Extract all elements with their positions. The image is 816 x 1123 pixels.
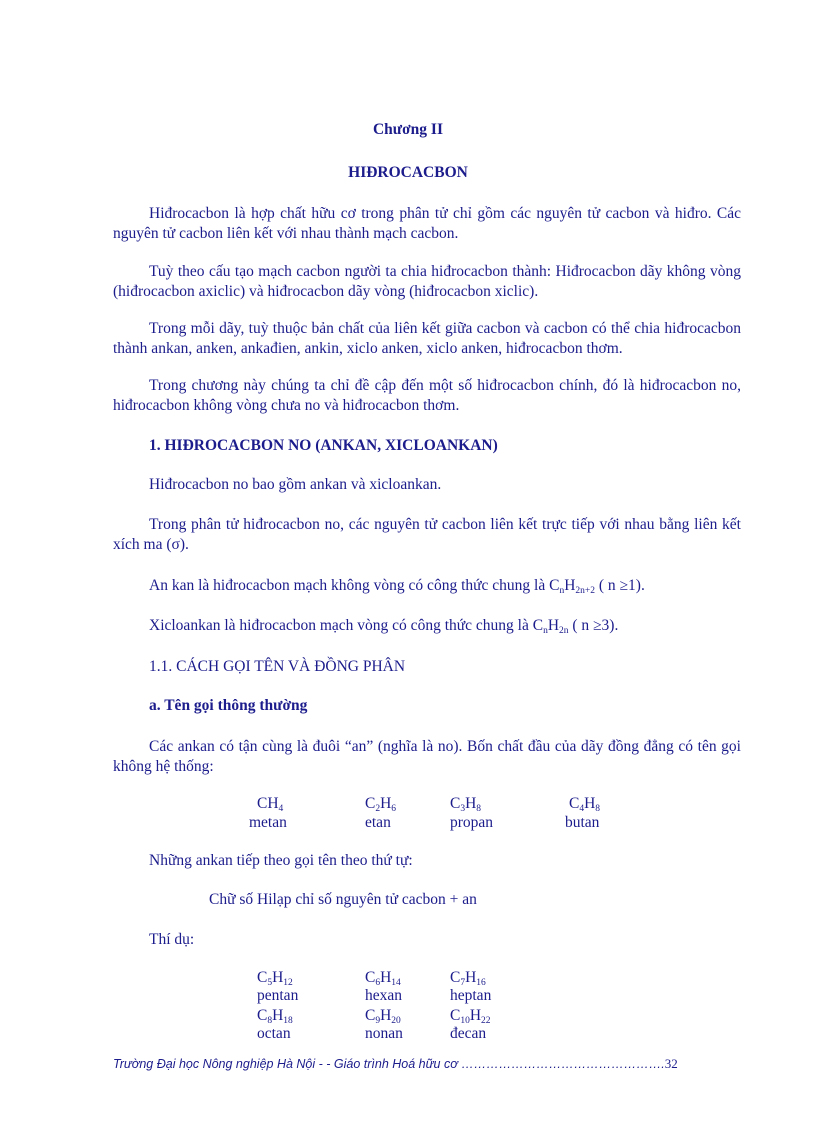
page-number: 32	[664, 1056, 678, 1071]
formula-c6h14: $C_6H_{14}$	[365, 969, 401, 988]
name-nonan: nonan	[365, 1025, 403, 1042]
naming-rule: Chữ số Hilạp chỉ số nguyên tử cacbon + an	[209, 891, 477, 908]
formula-c5h12: $C_5H_{12}$	[257, 969, 293, 988]
formula-c7h16: $C_7H_{16}$	[450, 969, 486, 988]
xicloankan-general-formula: Xicloankan là hiđrocacbon mạch vòng có công thức chung là $C_nH_{2n}$ ( n ≥3).	[149, 617, 619, 636]
footer-text: Trường Đại học Nông nghiệp Hà Nội - - Giáo trình Hoá hữu cơ ………………………………………….	[113, 1057, 665, 1071]
ankan-general-formula: An kan là hiđrocacbon mạch không vòng có công thức chung là $C_nH_{2n+2}$ ( n ≥1).	[149, 577, 645, 596]
name-octan: octan	[257, 1025, 291, 1042]
example-label: Thí dụ:	[149, 931, 195, 948]
paragraph-sigma-bond: Trong phân tử hiđrocacbon no, các nguyên tử cacbon liên kết trực tiếp với nhau bằng liên kết xích ma (σ).	[113, 516, 741, 553]
formula-c8h18: $C_8H_{18}$	[257, 1007, 293, 1026]
name-metan: metan	[249, 814, 287, 831]
subsection-heading: 1.1. CÁCH GỌI TÊN VÀ ĐỒNG PHÂN	[149, 658, 406, 675]
chapter-title: HIĐROCACBON	[348, 164, 468, 181]
formula-c10h22: $C_{10}H_{22}$	[450, 1007, 491, 1026]
chapter-label: Chương II	[372, 121, 443, 138]
formula-c4h8: $C_4H_8$	[569, 795, 601, 814]
name-butan: butan	[565, 814, 600, 831]
formula-c3h8: $C_3H_8$	[450, 795, 482, 814]
intro-paragraph-2: Tuỳ theo cấu tạo mạch cacbon người ta chia hiđrocacbon thành: Hiđrocacbon dãy không vòng (hiđrocacbon axiclic) và hiđrocacbon dãy vòng (hiđrocacbon xiclic).	[113, 263, 741, 300]
name-propan: propan	[450, 814, 494, 831]
name-decan: đecan	[450, 1025, 487, 1042]
section-heading: 1. HIĐROCACBON NO (ANKAN, XICLOANKAN)	[149, 437, 498, 454]
name-heptan: heptan	[450, 987, 492, 1004]
intro-paragraph-1: Hiđrocacbon là hợp chất hữu cơ trong phân tử chỉ gồm các nguyên tử cacbon và hiđro. Các nguyên tử cacbon liên kết với nhau thành mạch cacbon.	[113, 205, 741, 242]
formula-ch4: $CH_4$	[257, 795, 284, 814]
page-footer	[113, 1056, 723, 1072]
formula-c2h6: $C_2H_6$	[365, 795, 397, 814]
intro-paragraph-4: Trong chương này chúng ta chỉ đề cập đến một số hiđrocacbon chính, đó là hiđrocacbon no, hiđrocacbon không vòng chưa no và hiđrocacbon thơm.	[113, 377, 741, 414]
paragraph-hydrocarbon-no: Hiđrocacbon no bao gồm ankan và xicloankan.	[149, 476, 442, 493]
name-etan: etan	[365, 814, 391, 831]
subsubsection-heading: a. Tên gọi thông thường	[149, 697, 308, 714]
name-hexan: hexan	[365, 987, 403, 1004]
intro-paragraph-3: Trong mỗi dãy, tuỳ thuộc bản chất của liên kết giữa cacbon và cacbon có thể chia hiđrocacbon thành ankan, anken, ankađien, ankin, xiclo anken, xiclo anken, hiđrocacbon thơm.	[113, 320, 741, 357]
paragraph-common-names: Các ankan có tận cùng là đuôi “an” (nghĩa là no). Bốn chất đầu của dãy đồng đẳng có tên gọi không hệ thống:	[113, 738, 741, 775]
formula-c9h20: $C_9H_{20}$	[365, 1007, 401, 1026]
paragraph-next-ankans: Những ankan tiếp theo gọi tên theo thứ tự:	[149, 852, 413, 869]
name-pentan: pentan	[257, 987, 299, 1004]
